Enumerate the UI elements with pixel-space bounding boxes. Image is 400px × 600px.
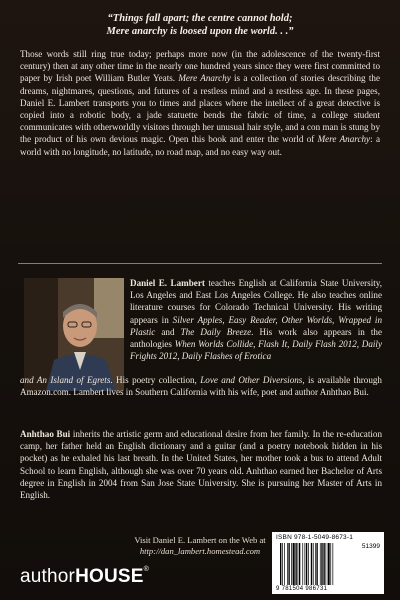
isbn-number: ISBN 978-1-5049-8673-1 bbox=[276, 534, 354, 541]
text-run: . His work also appears in the anthologies bbox=[130, 326, 382, 350]
author-bio-lambert bbox=[130, 277, 382, 362]
text-run: inherits the artistic germ and educational desire from her family. In the re-education camp, her father held an English dictionary and a guitar (and a poetry notebook hidden in his pocket) as he exhaled his last breath. In the United States, her mother took a bus to attend Adult School to learn English, although she was over 70 years old. Anhthao earned her Bachelor of Arts degree in English in 2004 from San Jose State University. She is pursuing her Master of Arts in English. bbox=[20, 429, 382, 501]
barcode-bar bbox=[280, 543, 281, 585]
text-run: When Worlds Collide, Flash It, Daily Flash 2012, Daily Frights 2012, Daily Flashes of Erotica bbox=[130, 339, 382, 362]
barcode-bar bbox=[323, 543, 324, 585]
text-run: The Daily Breeze bbox=[180, 326, 252, 337]
barcode-bar bbox=[306, 543, 307, 585]
barcode-bar bbox=[298, 543, 299, 585]
text-run: Those words still ring true today; perhaps more now (in the adolescence of the twenty-first century) then at any other time in the nearly one hundred years since they were first committed to paper by Irish poet William Butler Yeats. bbox=[20, 49, 380, 84]
barcode-bar bbox=[316, 543, 317, 585]
text-run: and An Island of Egrets bbox=[20, 375, 111, 385]
barcode-bar bbox=[315, 543, 316, 585]
barcode-bar bbox=[326, 543, 327, 585]
barcode-bars bbox=[280, 543, 352, 585]
text-run: is a collection of stories describing the dreams, nightmares, questions, and futures of a restless mind and a restless age. In these pages, Daniel E. Lambert transports you to times and places where the intellect of a great detective is copied into a robotic body, a jade statuette bends the fabric of time, a college student communicates with otherworldly visitors through her unusual hair style, and a con man is stung by the product of his own devious magic. Open this book and enter the world of bbox=[20, 73, 380, 145]
author-website-note bbox=[100, 535, 300, 557]
barcode-bar bbox=[308, 543, 309, 585]
text-run: Mere Anarchy bbox=[317, 134, 371, 145]
text-run: teaches English at California State University, Los Angeles and East Los Angeles College. He also teaches online literature courses for Colorado Technical University. His writing appears in bbox=[130, 278, 382, 325]
section-divider bbox=[18, 263, 382, 264]
barcode-bar bbox=[295, 543, 296, 585]
barcode-bar bbox=[284, 543, 285, 585]
barcode-bar bbox=[287, 543, 288, 585]
barcode-bar bbox=[321, 543, 322, 585]
epigraph-quote bbox=[20, 12, 380, 38]
text-run: and bbox=[155, 326, 181, 337]
text-run: Anhthao Bui bbox=[20, 429, 71, 439]
barcode-bar bbox=[291, 543, 292, 585]
barcode-bar bbox=[311, 543, 312, 585]
website-url[interactable]: http://dan_lambert.homestead.com bbox=[139, 546, 261, 556]
price-code: 51399 bbox=[361, 543, 380, 550]
text-run: . His poetry collection, bbox=[110, 375, 201, 385]
barcode-bar bbox=[330, 543, 331, 585]
text-run: , is available through Amazon.com. Lambert lives in Southern California with his wife, poet and author Anhthao Bui. bbox=[20, 375, 382, 398]
barcode-bar bbox=[320, 543, 321, 585]
text-run: Love and Other Diversions bbox=[200, 375, 303, 385]
barcode-bar bbox=[302, 543, 303, 585]
book-description bbox=[20, 48, 380, 158]
author-bio-lambert-continued bbox=[20, 374, 382, 398]
text-run: Daniel E. Lambert bbox=[130, 278, 205, 288]
publisher-logo: authorHOUSE® bbox=[20, 566, 150, 587]
text-run: : a world with no longitude, no latitude, no road map, and no easy way out. bbox=[20, 134, 380, 157]
epigraph-line-2: Mere anarchy is loosed upon the world. . .” bbox=[106, 26, 294, 37]
text-run: Silver Apples, Easy Reader, Other Worlds, Wrapped in Plastic bbox=[130, 314, 383, 337]
epigraph-line-1: “Things fall apart; the centre cannot hold; bbox=[107, 13, 293, 24]
barcode-bar bbox=[305, 543, 306, 585]
isbn-barcode bbox=[272, 532, 384, 594]
ean-digits: 9 781504 986731 bbox=[276, 586, 328, 592]
barcode-bar bbox=[293, 543, 295, 585]
barcode-bar bbox=[282, 543, 283, 585]
barcode-bar bbox=[313, 543, 314, 585]
text-run: Mere Anarchy bbox=[178, 73, 231, 84]
barcode-bar bbox=[328, 543, 330, 585]
barcode-bar bbox=[333, 543, 334, 585]
barcode-bar bbox=[288, 543, 289, 585]
visit-text: Visit Daniel E. Lambert on the Web at bbox=[134, 535, 266, 545]
barcode-bar bbox=[299, 543, 300, 585]
author-bio-bui bbox=[20, 428, 382, 501]
